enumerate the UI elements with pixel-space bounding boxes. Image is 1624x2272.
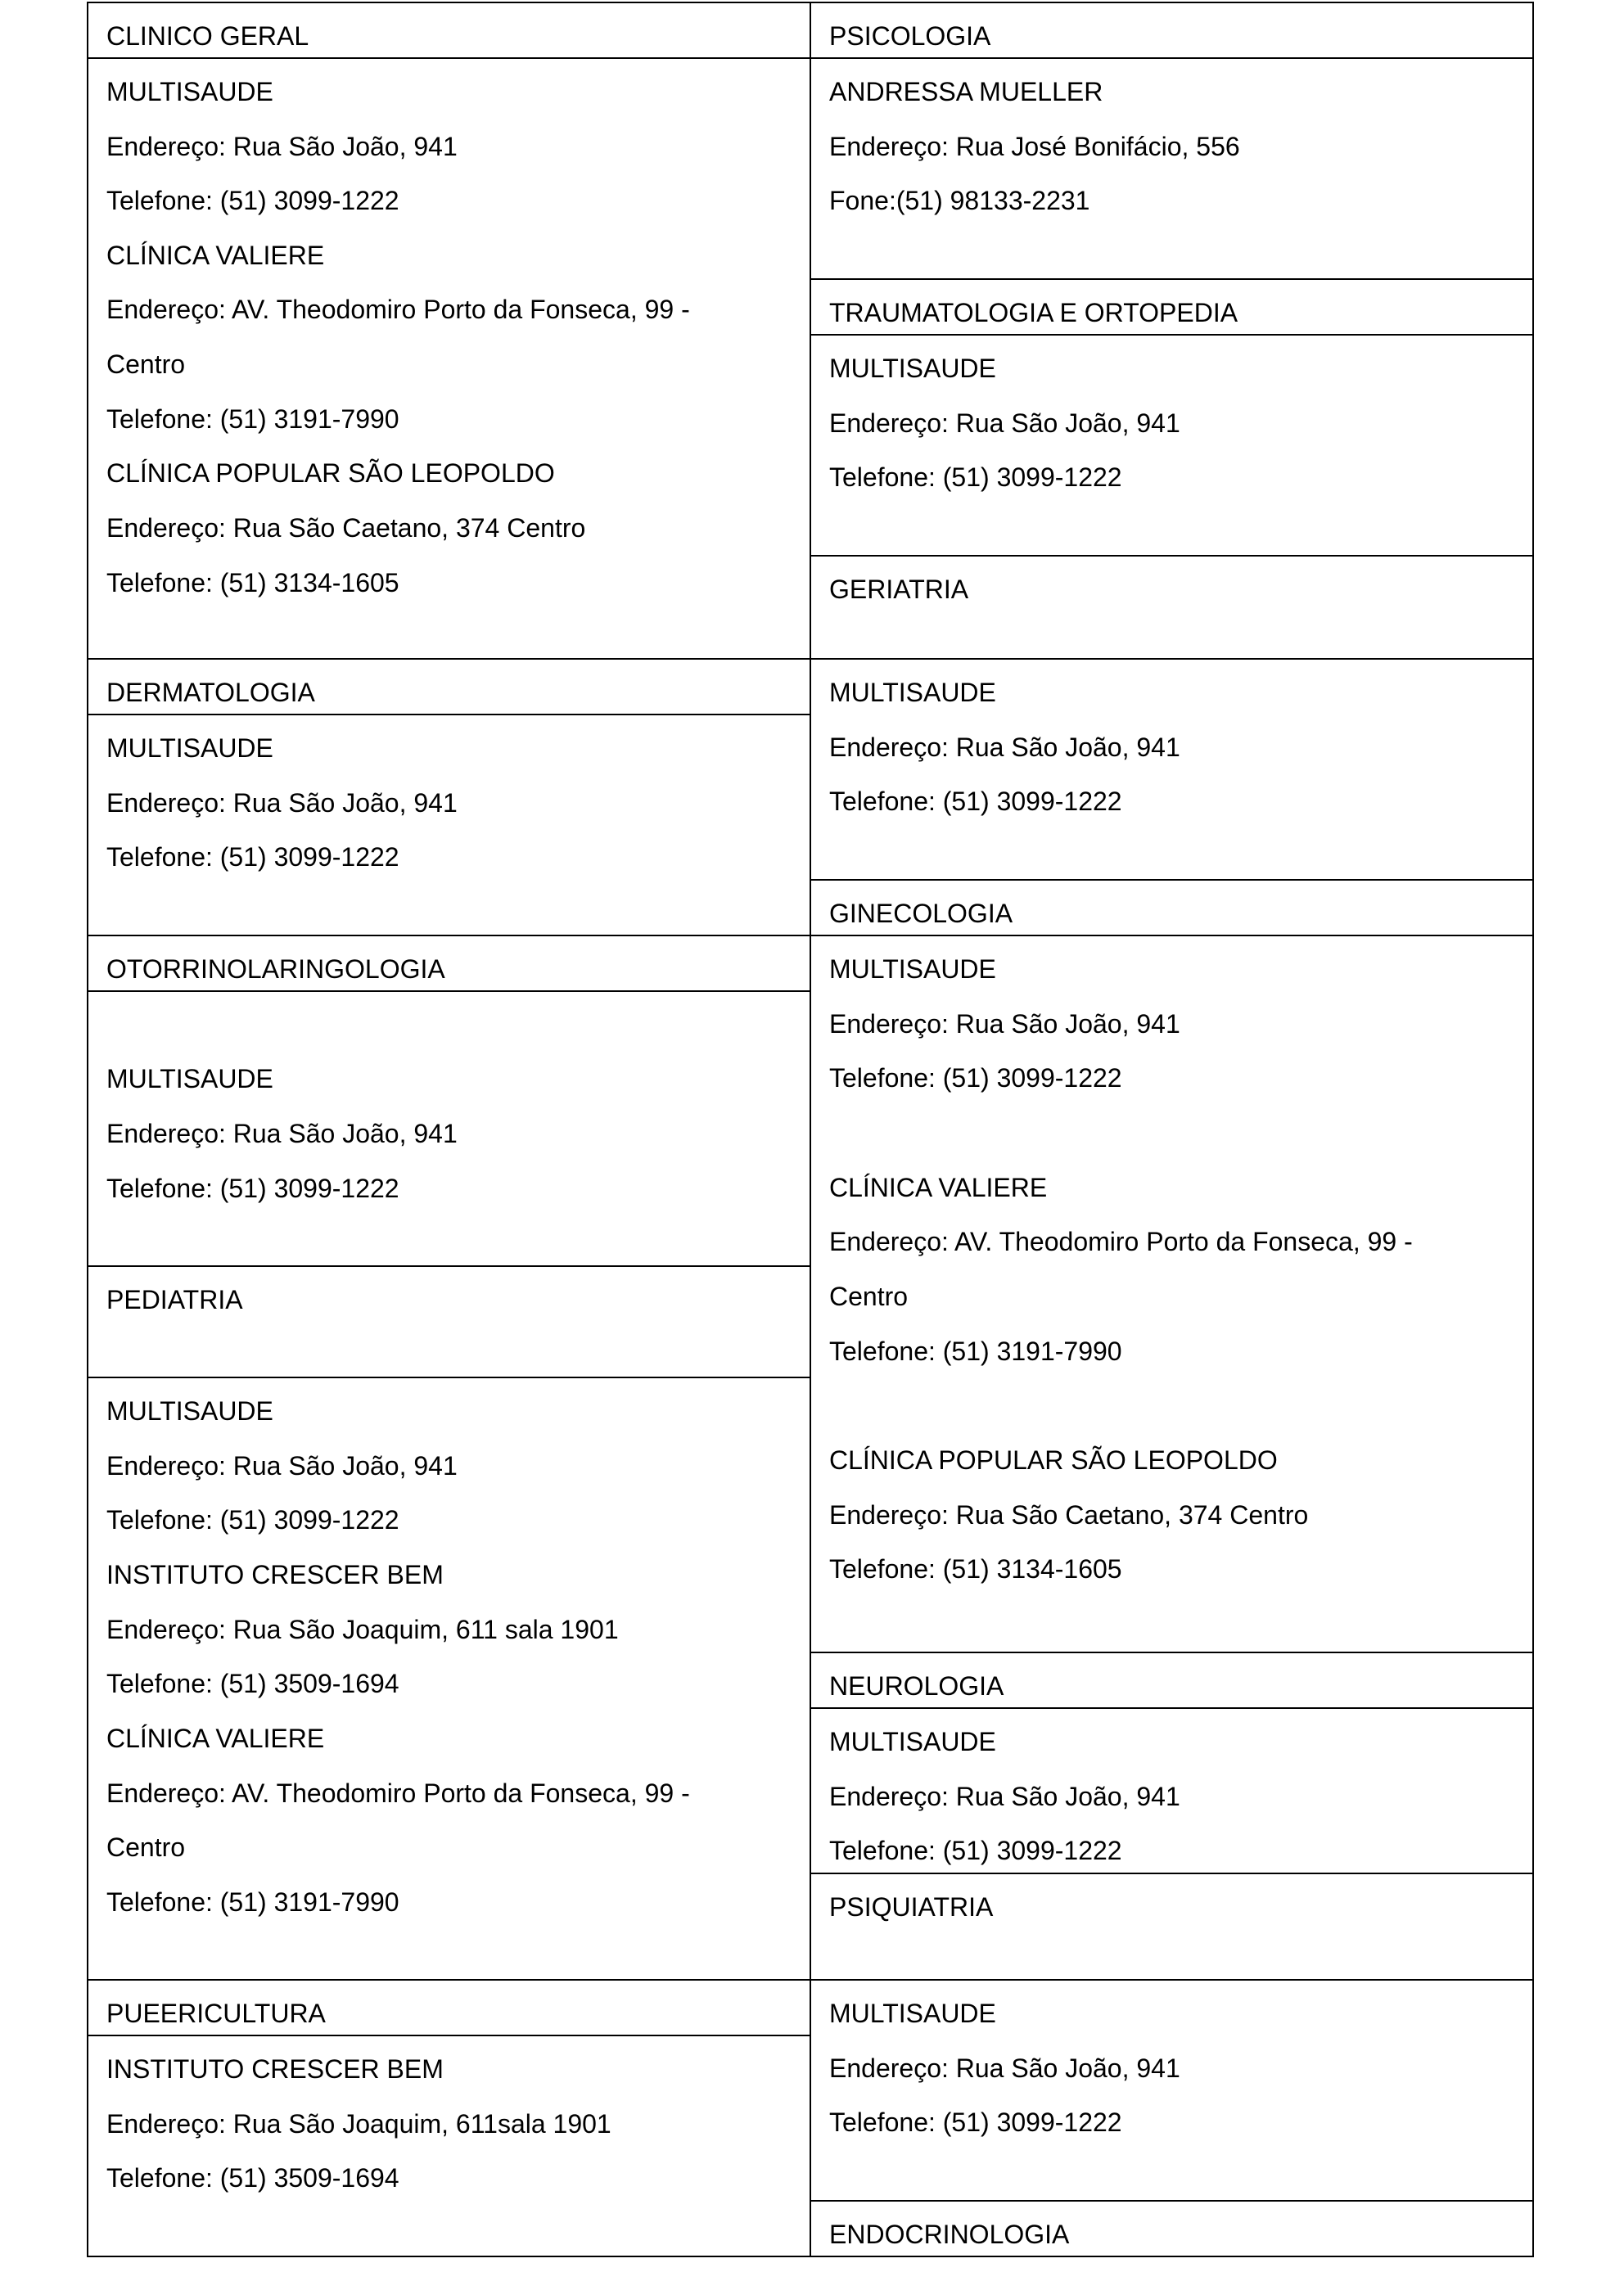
clinic-phone: Telefone: (51) 3509-1694 — [106, 2163, 399, 2193]
clinic-phone: Telefone: (51) 3191-7990 — [829, 1337, 1122, 1366]
clinico-geral-title: CLINICO GERAL — [106, 21, 309, 51]
neurologia-title: NEUROLOGIA — [829, 1671, 1004, 1701]
ginecologia-body-cell — [810, 935, 1534, 1653]
clinic-phone: Telefone: (51) 3099-1222 — [829, 1063, 1122, 1093]
geriatria-header-cell — [810, 555, 1534, 660]
neurologia-header-cell — [810, 1652, 1534, 1709]
clinic-name: INSTITUTO CRESCER BEM — [106, 1560, 444, 1589]
clinic-address: Endereço: Rua São Caetano, 374 Centro — [106, 513, 586, 543]
clinic-phone: Telefone: (51) 3099-1222 — [106, 186, 399, 215]
dermatologia-body-cell — [87, 714, 810, 936]
clinic-address: Endereço: Rua São João, 941 — [829, 1782, 1180, 1811]
clinic-name: MULTISAUDE — [829, 678, 996, 707]
clinic-phone: Telefone: (51) 3099-1222 — [829, 787, 1122, 816]
clinic-phone: Telefone: (51) 3099-1222 — [106, 842, 399, 872]
clinic-address: Endereço: Rua São Joaquim, 611sala 1901 — [106, 2109, 611, 2139]
clinic-name: MULTISAUDE — [106, 733, 273, 763]
psiquiatria-header-cell — [810, 1873, 1534, 1981]
psiquiatria-title: PSIQUIATRIA — [829, 1892, 994, 1922]
endocrinologia-title: ENDOCRINOLOGIA — [829, 2220, 1070, 2249]
clinic-address: Endereço: Rua São João, 941 — [829, 1009, 1180, 1039]
clinic-name: CLÍNICA POPULAR SÃO LEOPOLDO — [106, 458, 555, 488]
clinic-address: Endereço: Rua São Caetano, 374 Centro — [829, 1500, 1309, 1530]
clinic-phone: Telefone: (51) 3099-1222 — [829, 1836, 1122, 1865]
clinic-phone: Telefone: (51) 3191-7990 — [106, 404, 399, 434]
clinic-address: Endereço: Rua São João, 941 — [829, 733, 1180, 762]
clinic-address: Endereço: Rua São João, 941 — [106, 1451, 458, 1481]
clinic-name: MULTISAUDE — [829, 1999, 996, 2028]
otorrinolaringologia-title: OTORRINOLARINGOLOGIA — [106, 954, 445, 984]
clinic-address: Endereço: AV. Theodomiro Porto da Fonseca, 99 - — [829, 1227, 1413, 1256]
clinic-name: CLÍNICA POPULAR SÃO LEOPOLDO — [829, 1445, 1278, 1475]
clinic-name: MULTISAUDE — [829, 954, 996, 984]
clinic-name: MULTISAUDE — [106, 1064, 273, 1093]
psicologia-body-cell — [810, 57, 1534, 280]
pueericultura-body-cell — [87, 2035, 810, 2257]
clinic-phone: Telefone: (51) 3099-1222 — [106, 1505, 399, 1535]
geriatria-body-cell — [810, 658, 1534, 881]
ginecologia-header-cell — [810, 879, 1534, 936]
clinic-phone: Telefone: (51) 3134-1605 — [106, 568, 399, 597]
pediatria-header-cell — [87, 1265, 810, 1378]
neurologia-body-cell — [810, 1707, 1534, 1874]
ginecologia-title: GINECOLOGIA — [829, 899, 1013, 928]
clinico-geral-body-cell — [87, 57, 810, 660]
professional-name: ANDRESSA MUELLER — [829, 77, 1103, 106]
clinic-address: Endereço: Rua José Bonifácio, 556 — [829, 132, 1240, 161]
pediatria-title: PEDIATRIA — [106, 1285, 243, 1314]
dermatologia-header-cell — [87, 658, 810, 715]
clinic-address: Endereço: Rua São João, 941 — [106, 132, 458, 161]
otorrinolaringologia-header-cell — [87, 935, 810, 992]
traumatologia-title: TRAUMATOLOGIA E ORTOPEDIA — [829, 298, 1238, 327]
clinic-address-cont: Centro — [106, 349, 186, 379]
endocrinologia-header-cell — [810, 2200, 1534, 2257]
clinic-address: Endereço: Rua São João, 941 — [829, 2053, 1180, 2083]
clinic-name: MULTISAUDE — [829, 1727, 996, 1756]
clinic-address-cont: Centro — [106, 1832, 186, 1862]
clinic-address: Endereço: Rua São João, 941 — [829, 408, 1180, 438]
clinic-address: Endereço: AV. Theodomiro Porto da Fonseca, 99 - — [106, 1778, 690, 1808]
clinic-address: Endereço: Rua São João, 941 — [106, 1119, 458, 1148]
clinic-phone: Telefone: (51) 3099-1222 — [106, 1174, 399, 1203]
clinic-name: INSTITUTO CRESCER BEM — [106, 2054, 444, 2084]
psicologia-title: PSICOLOGIA — [829, 21, 991, 51]
clinic-name: MULTISAUDE — [829, 354, 996, 383]
clinic-address-cont: Centro — [829, 1282, 909, 1311]
clinic-address: Endereço: AV. Theodomiro Porto da Fonseca, 99 - — [106, 295, 690, 324]
clinic-address: Endereço: Rua São João, 941 — [106, 788, 458, 818]
dermatologia-title: DERMATOLOGIA — [106, 678, 315, 707]
psiquiatria-body-cell — [810, 1979, 1534, 2202]
clinic-name: CLÍNICA VALIERE — [106, 1724, 325, 1753]
clinic-phone: Telefone: (51) 3134-1605 — [829, 1554, 1122, 1584]
clinic-phone: Telefone: (51) 3191-7990 — [106, 1887, 399, 1917]
pueericultura-title: PUEERICULTURA — [106, 1999, 326, 2028]
traumatologia-header-cell — [810, 278, 1534, 336]
clinic-name: CLÍNICA VALIERE — [829, 1173, 1048, 1202]
clinic-phone: Telefone: (51) 3099-1222 — [829, 462, 1122, 492]
psicologia-header-cell — [810, 2, 1534, 59]
clinico-geral-header-cell — [87, 2, 810, 59]
clinic-address: Endereço: Rua São Joaquim, 611 sala 1901 — [106, 1615, 619, 1644]
clinic-phone: Telefone: (51) 3099-1222 — [829, 2107, 1122, 2137]
otorrinolaringologia-body-cell — [87, 990, 810, 1267]
clinic-name: MULTISAUDE — [106, 77, 273, 106]
clinic-name: CLÍNICA VALIERE — [106, 241, 325, 270]
pueericultura-header-cell — [87, 1979, 810, 2036]
pediatria-body-cell — [87, 1377, 810, 1981]
clinic-phone: Fone:(51) 98133-2231 — [829, 186, 1090, 215]
traumatologia-body-cell — [810, 334, 1534, 557]
geriatria-title: GERIATRIA — [829, 575, 969, 604]
clinic-name: MULTISAUDE — [106, 1396, 273, 1426]
clinic-phone: Telefone: (51) 3509-1694 — [106, 1669, 399, 1698]
